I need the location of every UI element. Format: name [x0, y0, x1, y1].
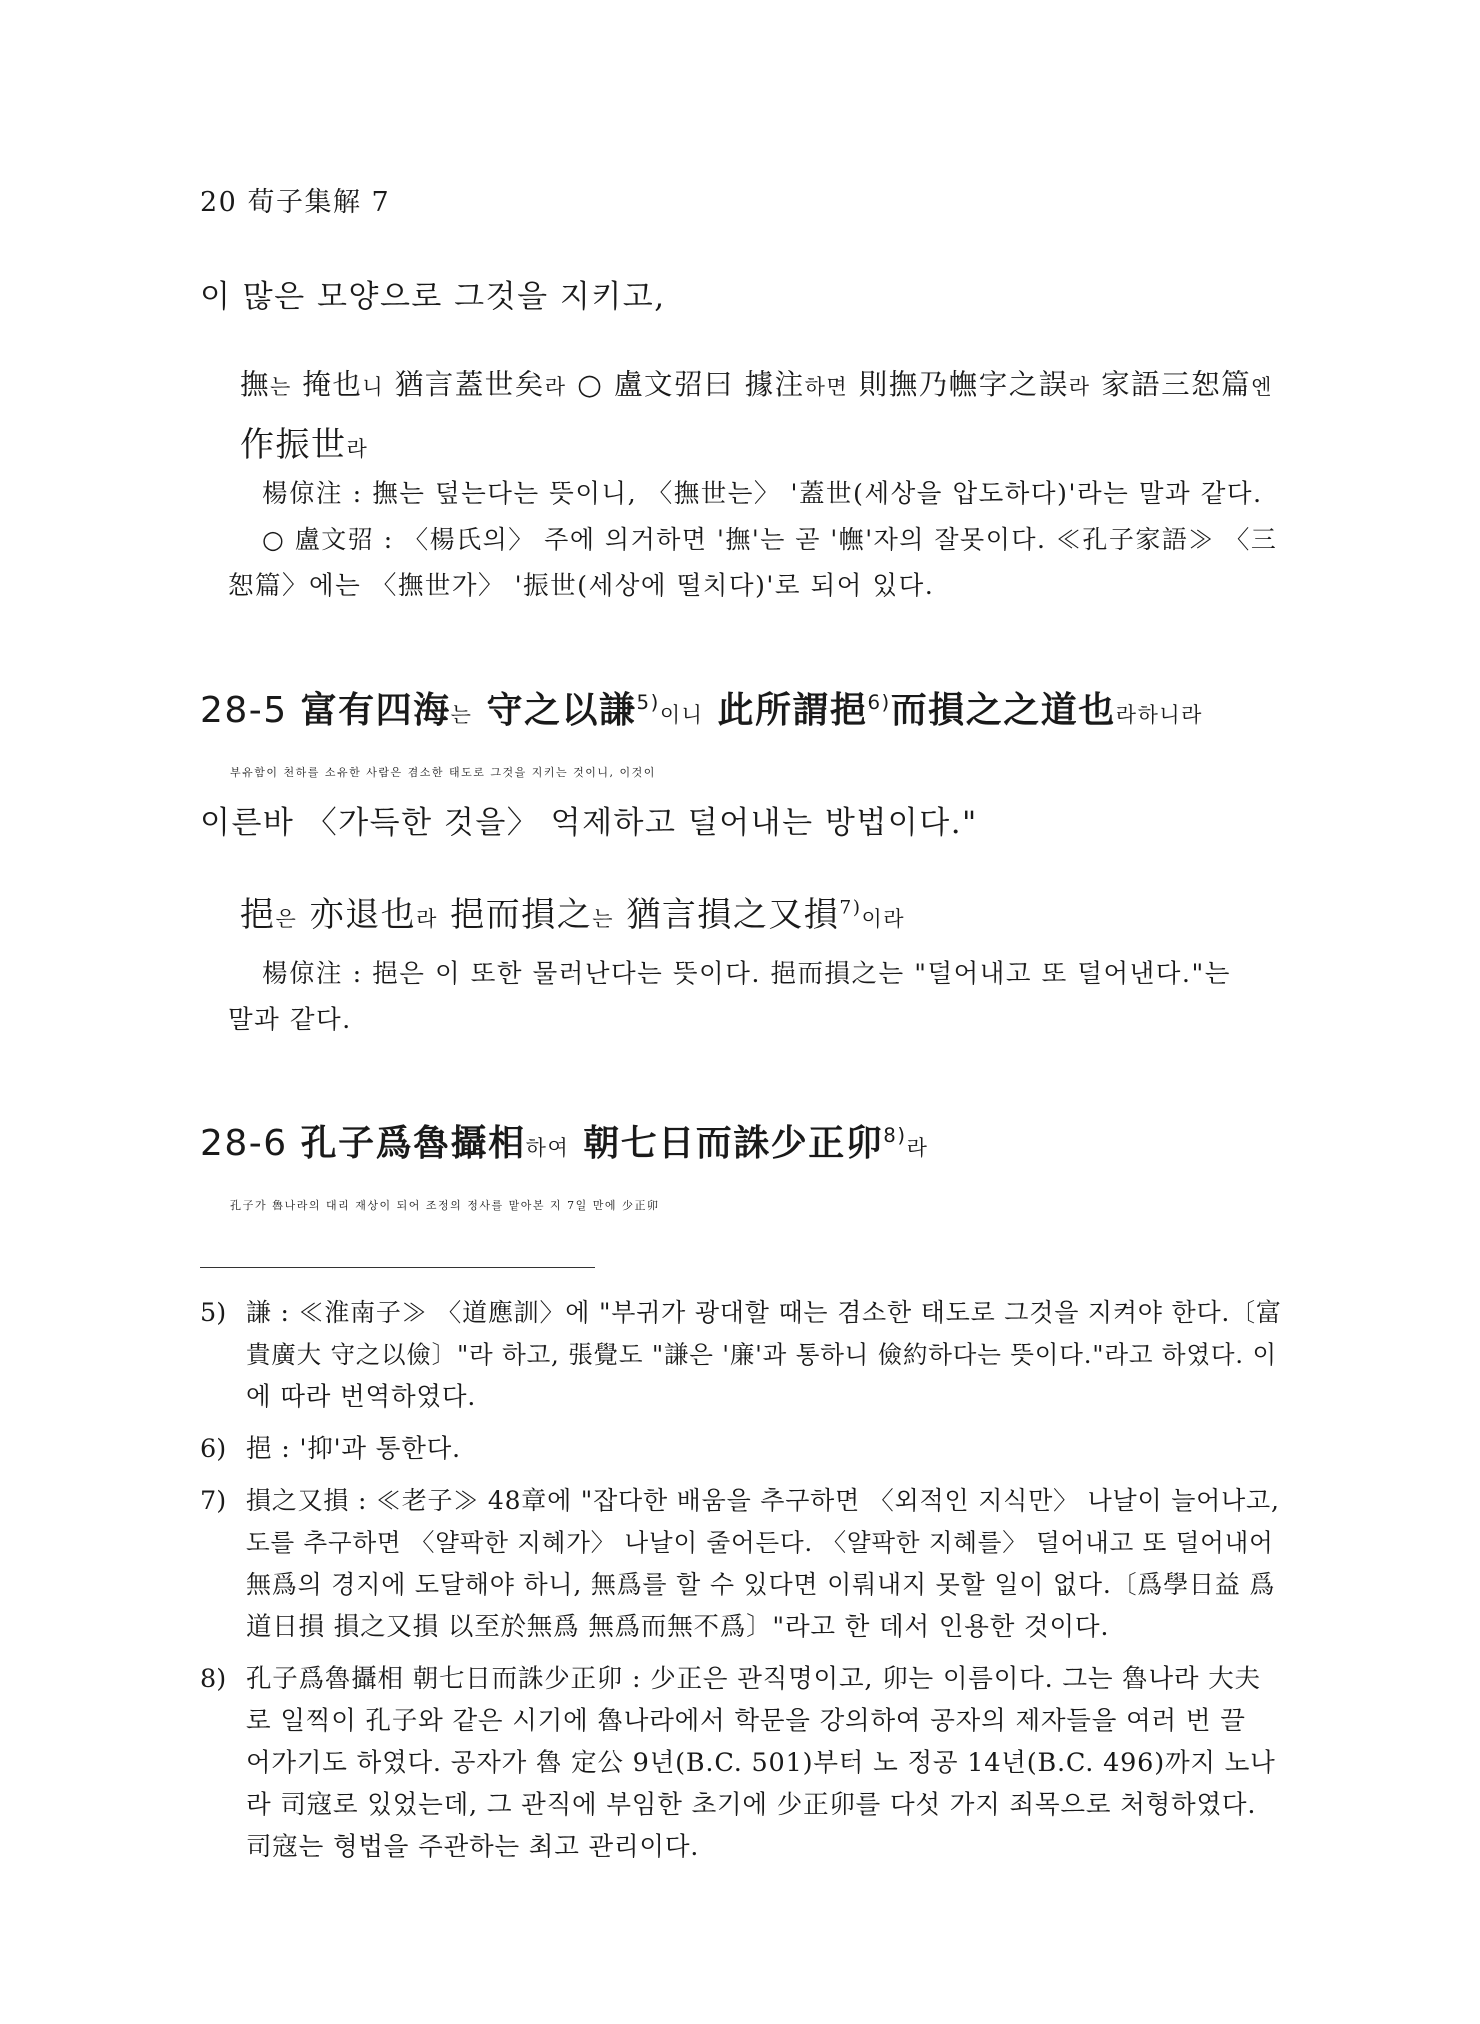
footnote-line: 無爲의 경지에 도달해야 하니, 無爲를 할 수 있다면 이뤄내지 못할 일이 없다.〔爲學日益 爲: [246, 1570, 1276, 1599]
particle: 은: [275, 907, 298, 931]
translation-line: 부유함이 천하를 소유한 사람은 겸소한 태도로 그것을 지키는 것이니, 이것이: [230, 766, 656, 779]
translation-28-6: [200, 1180, 1280, 1231]
hanja: 作振世: [240, 425, 347, 465]
particle: 라: [416, 907, 438, 931]
hanja: 孔子爲魯攝相: [300, 1122, 526, 1164]
hanja: 猶言蓋世矣: [384, 368, 545, 401]
running-head-text: 20 荀子集解 7: [200, 187, 391, 218]
commentary-line: 楊倞注 : 挹은 이 또한 물러난다는 뜻이다. 挹而損之는 "덜어내고 또 덜어낸다."는: [262, 959, 1231, 989]
footnote-number: 7): [200, 1486, 227, 1516]
commentary-28-4-cont: [228, 563, 1280, 609]
footnote-5: [200, 1292, 1280, 1418]
translation-line: 이 많은 모양으로 그것을 지키고,: [200, 279, 666, 315]
footnote-line: 貴廣大 守之以儉〕"라 하고, 張覺도 "謙은 '廉'과 통하니 儉約하다는 뜻이다."라고 하였다. 이: [246, 1340, 1277, 1369]
footnote-divider: [200, 1267, 595, 1268]
hanja: 家語三恕篇: [1090, 368, 1252, 401]
hanja: ○ 盧文弨曰 據注: [566, 368, 805, 401]
particle: 는: [592, 907, 615, 931]
hanja: 而損之之道也: [890, 689, 1116, 731]
footnote-line: 에 따라 번역하였다.: [246, 1382, 477, 1412]
footnote-line: 孔子爲魯攝相 朝七日而誅少正卯 : 少正은 관직명이고, 卯는 이름이다. 그는 魯나라 大夫: [246, 1664, 1261, 1694]
section-heading-28-5: [200, 686, 1280, 739]
hanja: 撫: [240, 368, 271, 401]
section-number: 28-5: [200, 690, 288, 731]
hanja: 掩也: [291, 368, 363, 401]
particle: 엔: [1251, 375, 1273, 399]
footnotes: [200, 1292, 1280, 1878]
commentary-28-5-cont: [228, 997, 1280, 1043]
heading-line: [200, 686, 1280, 739]
footnote-line: 道日損 損之又損 以至於無爲 無爲而無不爲〕"라고 한 데서 인용한 것이다.: [246, 1612, 1110, 1642]
hanja: 猶言損之又損: [614, 895, 840, 935]
footnote-6: [200, 1428, 1280, 1470]
translation-line: 이른바 〈가득한 것을〉 억제하고 덜어내는 방법이다.": [200, 805, 978, 841]
commentary-28-4: [262, 471, 1280, 563]
footnote-line: 司寇는 형법을 주관하는 최고 관리이다.: [246, 1832, 700, 1862]
section-number: 28-6: [200, 1123, 288, 1164]
particle: 라: [1068, 375, 1091, 399]
particle: 는: [270, 375, 292, 399]
section-heading-28-6: [200, 1119, 1280, 1172]
hanja: 則撫乃幠字之誤: [848, 368, 1069, 401]
particle: 는: [450, 703, 473, 727]
footnote-line: 어가기도 하였다. 공자가 魯 定公 9년(B.C. 501)부터 노 정공 14년(B.C. 496)까지 노나: [246, 1748, 1276, 1778]
hanja: 富有四海: [300, 689, 451, 731]
footnote-number: 6): [200, 1434, 227, 1464]
footnote-line: 損之又損 : ≪老子≫ 48章에 "잡다한 배움을 추구하면 〈외적인 지식만〉 나날이 늘어나고,: [246, 1486, 1280, 1515]
particle: 하여: [525, 1136, 570, 1160]
particle: 라: [544, 375, 567, 399]
footnote-ref[interactable]: 5): [636, 691, 660, 714]
footnote-ref[interactable]: 8): [883, 1124, 907, 1147]
hanja: 朝七日而誅少正卯: [569, 1122, 884, 1164]
particle: 하면: [804, 375, 849, 399]
source-line: [240, 416, 1280, 478]
particle: 라하니라: [1115, 703, 1203, 727]
footnote-line: 도를 추구하면 〈얄팍한 지혜가〉 나날이 줄어든다. 〈얄팍한 지혜를〉 덜어내고 또 덜어내어: [246, 1528, 1274, 1557]
footnote-line: 라 司寇로 있었는데, 그 관직에 부임한 초기에 少正卯를 다섯 가지 죄목으로 처형하였다.: [246, 1790, 1257, 1820]
hanja: 亦退也: [297, 895, 417, 935]
commentary-line: 恕篇〉에는 〈撫世가〉 '振世(세상에 떨치다)'로 되어 있다.: [228, 571, 935, 601]
running-head: [200, 180, 1280, 219]
source-line: [240, 356, 1280, 416]
footnote-ref[interactable]: 6): [867, 691, 891, 714]
footnote-ref[interactable]: 7): [839, 897, 862, 919]
hanja: 守之以謙: [472, 689, 637, 731]
footnote-number: 5): [200, 1298, 227, 1328]
commentary-line: ○ 盧文弨 : 〈楊氏의〉 주에 의거하면 '撫'는 곧 '幠'자의 잘못이다. ≪孔子家語≫ 〈三: [262, 525, 1278, 554]
particle: 이니: [659, 703, 704, 727]
particle: 라: [346, 437, 369, 461]
heading-line: [200, 1119, 1280, 1172]
source-text-28-5: [240, 886, 1280, 948]
translation-line: 孔子가 魯나라의 대리 재상이 되어 조정의 정사를 맡아본 지 7일 만에 少正卯: [230, 1199, 660, 1212]
particle: 라: [906, 1136, 929, 1160]
source-line: [240, 886, 1280, 948]
footnote-8: [200, 1658, 1280, 1868]
hanja: 挹: [240, 895, 276, 935]
footnote-line: 로 일찍이 孔子와 같은 시기에 魯나라에서 학문을 강의하여 공자의 제자들을 여러 번 끌: [246, 1706, 1246, 1736]
translation-28-5: [200, 747, 1280, 849]
source-text-28-4: [240, 356, 1280, 478]
footnote-number: 8): [200, 1664, 227, 1694]
commentary-line: 말과 같다.: [228, 1005, 352, 1035]
commentary-28-5: [262, 951, 1280, 997]
hanja: 挹而損之: [437, 895, 593, 935]
footnote-line: 謙 : ≪淮南子≫ 〈道應訓〉에 "부귀가 광대할 때는 겸소한 태도로 그것을 지켜야 한다.〔富: [246, 1298, 1282, 1327]
particle: 니: [362, 375, 385, 399]
particle: 이라: [861, 907, 906, 931]
footnote-line: 挹 : '抑'과 통한다.: [246, 1434, 461, 1464]
translation-28-4: [200, 272, 1280, 323]
commentary-line: 楊倞注 : 撫는 덮는다는 뜻이니, 〈撫世는〉 '蓋世(세상을 압도하다)'라는 말과 같다.: [262, 479, 1263, 509]
hanja: 此所謂挹: [703, 689, 868, 731]
footnote-7: [200, 1480, 1280, 1648]
